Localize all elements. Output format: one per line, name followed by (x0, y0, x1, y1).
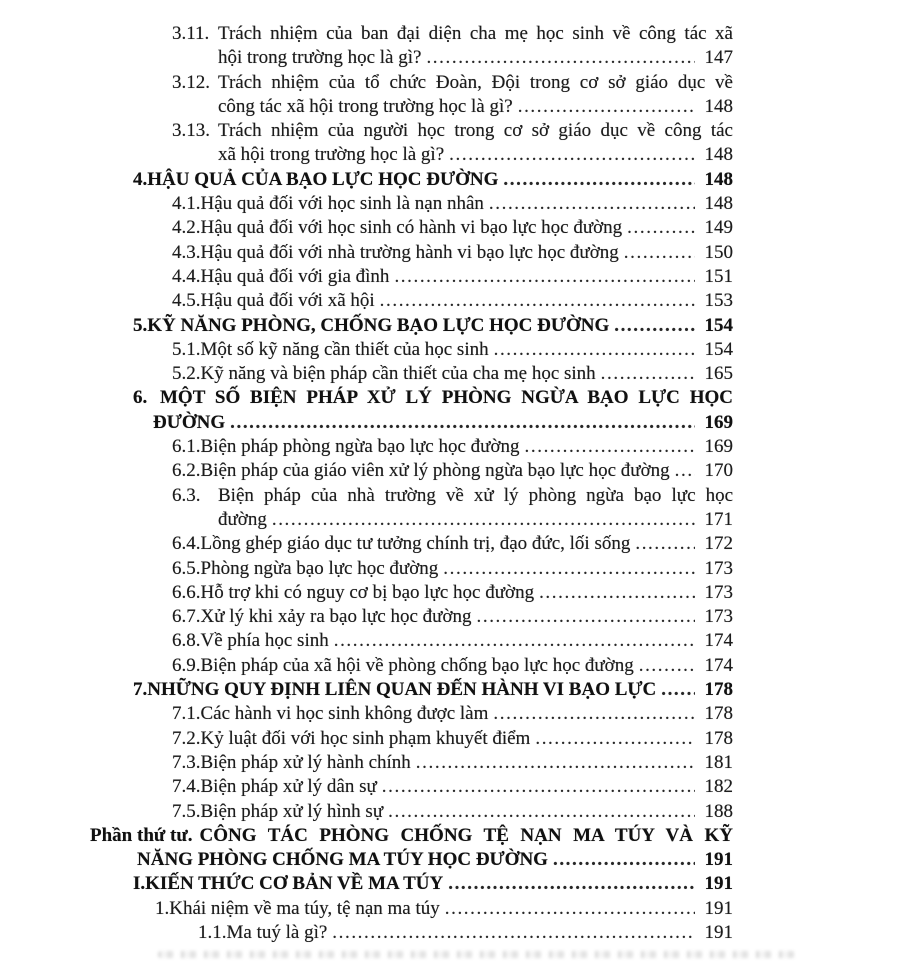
toc-entry-line (153, 411, 733, 435)
dot-leader (614, 314, 695, 338)
dot-leader (426, 46, 695, 70)
toc-entry-text: Các hành vi học sinh không được làm (200, 703, 489, 725)
toc-entry-line (172, 22, 733, 46)
toc-entry-number: 1. (155, 897, 170, 919)
toc-entry-text: Biện pháp xử lý dân sự (200, 776, 377, 798)
cut-off-text-line (158, 951, 795, 958)
toc-entry-text: Trách nhiệm của người học trong cơ sở giáo dục về công tác (218, 120, 733, 142)
toc-page-number: 181 (704, 751, 733, 773)
toc-page-number: 150 (704, 241, 733, 263)
toc-entry-line (172, 532, 733, 556)
dot-leader (553, 848, 695, 872)
toc-page-number: 169 (704, 436, 733, 458)
toc-page-number: 170 (704, 460, 733, 482)
toc-entry-number: 4.3. (172, 241, 201, 263)
toc-entry (0, 605, 900, 629)
toc-entry-line (172, 265, 733, 289)
toc-entry (0, 241, 900, 265)
toc-entry-text: Phòng ngừa bạo lực học đường (200, 557, 439, 579)
dot-leader (230, 411, 695, 435)
toc-entry (0, 872, 900, 896)
toc-entry-number: 4.1. (172, 193, 201, 215)
toc-entry-line (172, 435, 733, 459)
toc-entry-text: Về phía học sinh (200, 630, 329, 652)
dot-leader (539, 581, 695, 605)
toc-entry (0, 775, 900, 799)
toc-entry-text: Hỗ trợ khi có nguy cơ bị bạo lực học đường (200, 581, 535, 603)
toc-entry (0, 654, 900, 678)
toc-entry-line (172, 484, 733, 508)
toc-entry-text: KIẾN THỨC CƠ BẢN VỀ MA TÚY (145, 873, 444, 895)
dot-leader (494, 338, 695, 362)
dot-leader (661, 678, 695, 702)
toc-page-number: 178 (704, 679, 733, 701)
toc-entry-line (172, 459, 733, 483)
toc-entry-line (218, 46, 733, 70)
toc-entry-line (172, 702, 733, 726)
toc-entry (0, 265, 900, 289)
toc-entry-number: 3.13. (172, 120, 210, 142)
dot-leader (525, 435, 695, 459)
toc-entry-line (133, 872, 733, 896)
toc-page-number: 174 (704, 654, 733, 676)
toc-entry-number: 5. (133, 314, 148, 336)
toc-entry-line (172, 751, 733, 775)
toc-entry-text: Kỹ năng và biện pháp cần thiết của cha mẹ học sinh (200, 363, 596, 385)
toc-entry (0, 216, 900, 240)
dot-leader (448, 872, 695, 896)
dot-leader (518, 95, 695, 119)
toc-entry-line (155, 897, 733, 921)
toc-page-number: 191 (704, 921, 733, 943)
toc-entry-line (172, 289, 733, 313)
toc-entry-line (172, 581, 733, 605)
toc-entry-line (218, 143, 733, 167)
toc-entry-text: Lồng ghép giáo dục tư tưởng chính trị, đạo đức, lối sống (200, 533, 631, 555)
dot-leader (394, 265, 695, 289)
toc-entry-line (218, 508, 733, 532)
dot-leader (449, 143, 695, 167)
toc-page-number: 148 (704, 193, 733, 215)
toc-entry-text: Biện pháp xử lý hình sự (200, 800, 384, 822)
dot-leader (627, 216, 695, 240)
toc-entry-line (172, 629, 733, 653)
toc-entry-number: 5.2. (172, 363, 201, 385)
toc-entry (0, 22, 900, 71)
toc-page-number: 173 (704, 581, 733, 603)
toc-entry-text: đường (218, 508, 267, 530)
toc-entry-text: Biện pháp của giáo viên xử lý phòng ngừa bạo lực học đường (200, 460, 670, 482)
toc-entry-line (133, 386, 733, 410)
dot-leader (388, 800, 695, 824)
toc-entry-number: 4.4. (172, 265, 201, 287)
dot-leader (489, 192, 695, 216)
toc-entry-text: Biện pháp xử lý hành chính (200, 751, 411, 773)
toc-entry-text: ĐƯỜNG (153, 411, 226, 433)
toc-entry (0, 727, 900, 751)
dot-leader (635, 532, 695, 556)
toc-entry-number: 7.4. (172, 776, 201, 798)
toc-entry-line (172, 727, 733, 751)
dot-leader (535, 727, 695, 751)
dot-leader (382, 775, 695, 799)
toc-entry-line (172, 775, 733, 799)
toc-entry-text: NĂNG PHÒNG CHỐNG MA TÚY HỌC ĐƯỜNG (137, 849, 548, 871)
toc-entry-number: 6.6. (172, 581, 201, 603)
dot-leader (477, 605, 696, 629)
toc-entry-line (172, 338, 733, 362)
toc-entry-text: Xử lý khi xảy ra bạo lực học đường (200, 606, 472, 628)
toc-page-number: 154 (704, 314, 733, 336)
toc-entry-line (172, 605, 733, 629)
toc-entry (0, 921, 900, 945)
toc-page-number: 149 (704, 217, 733, 239)
toc-page-number: 191 (704, 873, 733, 895)
dot-leader (334, 629, 695, 653)
toc-entry-text: Biện pháp của xã hội về phòng chống bạo lực học đường (200, 654, 634, 676)
toc-entry (0, 581, 900, 605)
toc-entry-line (172, 71, 733, 95)
toc-entry (0, 289, 900, 313)
toc-page-number: 173 (704, 606, 733, 628)
toc-entry (0, 702, 900, 726)
toc-entry-number: 6.3. (172, 484, 201, 506)
toc-entry-text: công tác xã hội trong trường học là gì? (218, 95, 513, 117)
toc-entry (0, 751, 900, 775)
toc-page-number: 148 (704, 144, 733, 166)
toc-entry-number: 6.1. (172, 436, 201, 458)
toc-entry-text: hội trong trường học là gì? (218, 47, 422, 69)
toc-entry-text: Ma tuý là gì? (226, 921, 328, 943)
toc-entry-number: 7.2. (172, 727, 201, 749)
toc-entry-text: Kỷ luật đối với học sinh phạm khuyết điểm (200, 727, 531, 749)
dot-leader (380, 289, 695, 313)
toc-entry (0, 314, 900, 338)
toc-entry (0, 119, 900, 168)
toc-entry-text: Hậu quả đối với nhà trường hành vi bạo lực học đường (200, 241, 619, 263)
toc-entry-number: 3.12. (172, 71, 210, 93)
dot-leader (675, 459, 695, 483)
toc-entry (0, 824, 900, 873)
toc-entry-number: 4. (133, 168, 148, 190)
toc-entry-text: xã hội trong trường học là gì? (218, 144, 445, 166)
toc-entry (0, 557, 900, 581)
toc-page-number: 148 (704, 168, 733, 190)
toc-entry (0, 386, 900, 435)
toc-entry-number: 6.2. (172, 460, 201, 482)
toc-page-number: 191 (704, 849, 733, 871)
toc-entry-number: 6.7. (172, 606, 201, 628)
toc-entry-number: 4.2. (172, 217, 201, 239)
toc-entry-line (172, 362, 733, 386)
toc-entry-line (133, 168, 733, 192)
toc-entry-text: Khái niệm về ma túy, tệ nạn ma túy (169, 897, 440, 919)
toc-page-number: 178 (704, 703, 733, 725)
toc-entry-number: Phần thứ tư. (90, 824, 193, 846)
toc-page-number: 153 (704, 290, 733, 312)
dot-leader (443, 557, 695, 581)
toc-entry (0, 435, 900, 459)
toc-entry (0, 678, 900, 702)
toc-entry-number: 6.9. (172, 654, 201, 676)
toc-entry-number: 7.1. (172, 703, 201, 725)
toc-entry-number: 1.1. (198, 921, 227, 943)
toc-entry-text: Hậu quả đối với học sinh có hành vi bạo lực học đường (200, 217, 623, 239)
toc-entry-number: 7.5. (172, 800, 201, 822)
toc-entry (0, 897, 900, 921)
toc-entry-number: 6.5. (172, 557, 201, 579)
toc-entry (0, 192, 900, 216)
toc-entry (0, 532, 900, 556)
table-of-contents (0, 22, 900, 945)
toc-entry-text: NHỮNG QUY ĐỊNH LIÊN QUAN ĐẾN HÀNH VI BẠO LỰC (147, 679, 657, 701)
toc-page-number: 172 (704, 533, 733, 555)
toc-entry (0, 800, 900, 824)
toc-entry (0, 338, 900, 362)
toc-entry-text: Biện pháp phòng ngừa bạo lực học đường (200, 436, 520, 458)
toc-page-number: 154 (704, 338, 733, 360)
dot-leader (272, 508, 695, 532)
toc-entry-text: Hậu quả đối với gia đình (200, 265, 390, 287)
dot-leader (503, 168, 695, 192)
toc-entry-text: MỘT SỐ BIỆN PHÁP XỬ LÝ PHÒNG NGỪA BẠO LỰC HỌC (160, 387, 733, 409)
dot-leader (416, 751, 695, 775)
toc-page-number: 191 (704, 897, 733, 919)
toc-entry (0, 71, 900, 120)
toc-entry-line (172, 654, 733, 678)
toc-page-number: 174 (704, 630, 733, 652)
toc-page-number: 165 (704, 363, 733, 385)
toc-entry-text: KỸ NĂNG PHÒNG, CHỐNG BẠO LỰC HỌC ĐƯỜNG (147, 314, 610, 336)
toc-entry-line (172, 192, 733, 216)
toc-entry-text: Hậu quả đối với học sinh là nạn nhân (200, 193, 484, 215)
toc-entry-number: I. (133, 873, 146, 895)
toc-entry-line (172, 557, 733, 581)
toc-page-number: 147 (704, 47, 733, 69)
toc-entry-number: 7.3. (172, 751, 201, 773)
toc-page-number: 151 (704, 265, 733, 287)
toc-entry-text: Trách nhiệm của tổ chức Đoàn, Đội trong cơ sở giáo dục về (218, 71, 733, 93)
toc-entry-number: 3.11. (172, 23, 210, 44)
toc-entry (0, 362, 900, 386)
toc-entry-number: 7. (133, 679, 148, 701)
toc-page-number: 148 (704, 95, 733, 117)
dot-leader (445, 897, 695, 921)
toc-page-number: 182 (704, 776, 733, 798)
toc-page-number: 171 (704, 508, 733, 530)
toc-entry-text: HẬU QUẢ CỦA BẠO LỰC HỌC ĐƯỜNG (147, 168, 499, 190)
toc-entry-number: 6.8. (172, 630, 201, 652)
toc-entry-text: Biện pháp của nhà trường về xử lý phòng ngừa bạo lực học (218, 484, 733, 506)
toc-entry (0, 168, 900, 192)
toc-entry-line (133, 314, 733, 338)
dot-leader (624, 241, 695, 265)
toc-page-number: 178 (704, 727, 733, 749)
toc-entry (0, 459, 900, 483)
toc-page-number: 173 (704, 557, 733, 579)
toc-entry-line (133, 678, 733, 702)
toc-entry-text: Trách nhiệm của ban đại diện cha mẹ học sinh về công tác xã (218, 23, 733, 44)
toc-entry-number: 6. (133, 387, 148, 409)
toc-entry-line (172, 241, 733, 265)
toc-entry-line (137, 848, 733, 872)
toc-entry-number: 4.5. (172, 290, 201, 312)
toc-entry-text: CÔNG TÁC PHÒNG CHỐNG TỆ NẠN MA TÚY VÀ KỸ (199, 824, 733, 846)
dot-leader (332, 921, 695, 945)
toc-page-number: 169 (704, 411, 733, 433)
toc-entry-line (198, 921, 733, 945)
toc-entry-text: Hậu quả đối với xã hội (200, 290, 375, 312)
toc-entry-line (172, 216, 733, 240)
toc-entry-line (90, 824, 733, 848)
toc-entry-line (172, 119, 733, 143)
toc-entry-text: Một số kỹ năng cần thiết của học sinh (200, 338, 489, 360)
toc-entry-number: 5.1. (172, 338, 201, 360)
toc-entry-line (172, 800, 733, 824)
toc-entry (0, 484, 900, 533)
dot-leader (601, 362, 695, 386)
toc-page-number: 188 (704, 800, 733, 822)
toc-entry (0, 629, 900, 653)
dot-leader (639, 654, 695, 678)
toc-entry-number: 6.4. (172, 533, 201, 555)
toc-entry-line (218, 95, 733, 119)
dot-leader (493, 702, 695, 726)
